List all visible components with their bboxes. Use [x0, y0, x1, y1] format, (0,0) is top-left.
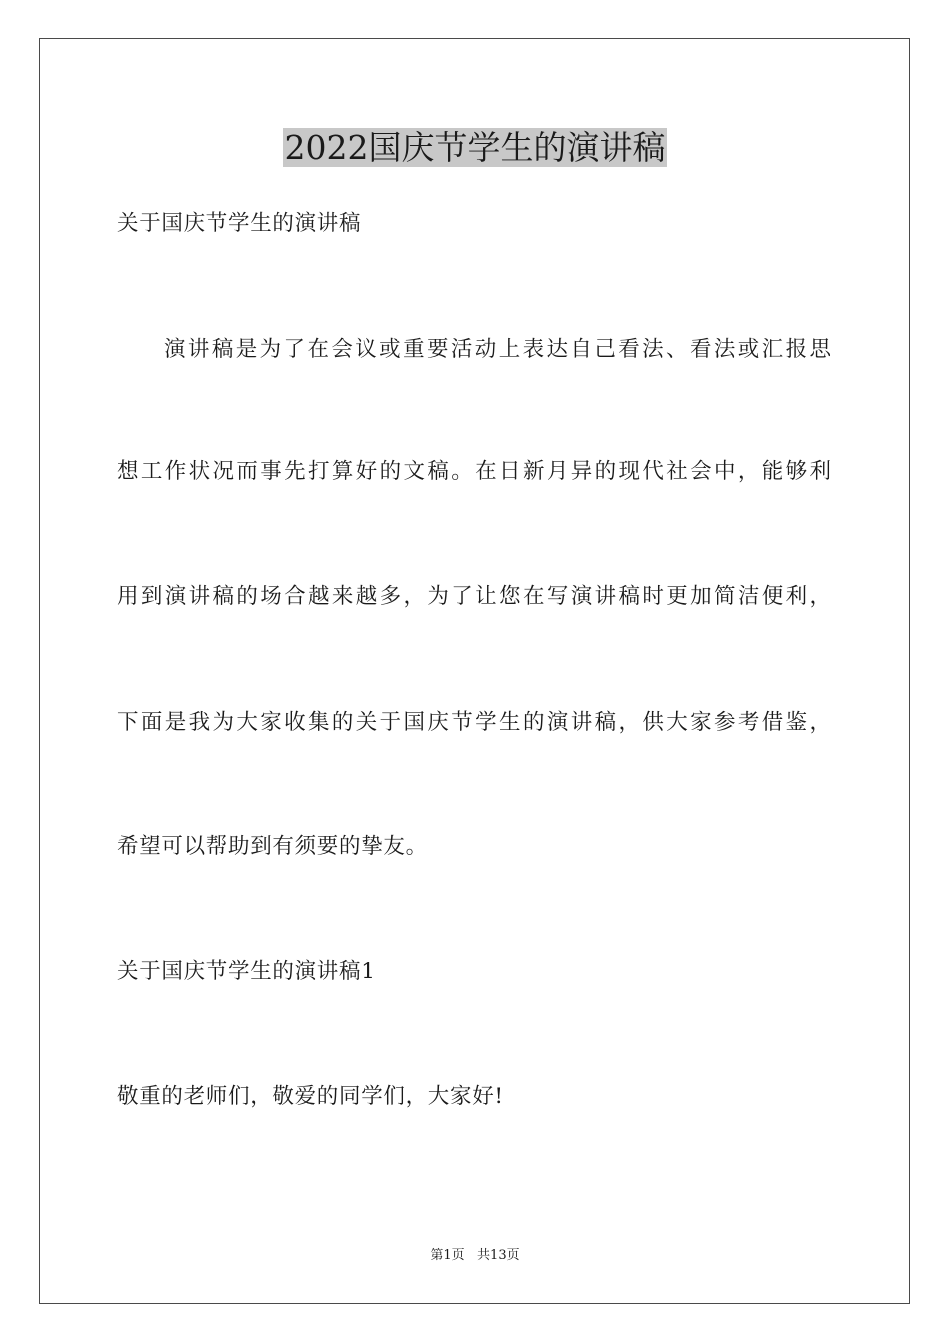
document-title-text: 2022国庆节学生的演讲稿	[284, 128, 666, 167]
paragraph-line: 用到演讲稿的场合越来越多，为了让您在写演讲稿时更加简洁便利，	[117, 584, 831, 609]
paragraph-line: 希望可以帮助到有须要的挚友。	[117, 834, 428, 859]
greeting-line: 敬重的老师们，敬爱的同学们，大家好!	[117, 1084, 504, 1109]
paragraph-line: 想工作状况而事先打算好的文稿。在日新月异的现代社会中，能够利	[117, 459, 831, 484]
document-subtitle: 关于国庆节学生的演讲稿	[117, 211, 362, 236]
document-title	[0, 126, 950, 170]
page-footer: 第1页 共13页	[430, 1248, 520, 1263]
section-heading: 关于国庆节学生的演讲稿1	[117, 959, 376, 984]
paragraph-line: 演讲稿是为了在会议或重要活动上表达自己看法、看法或汇报思	[164, 337, 831, 362]
paragraph-line: 下面是我为大家收集的关于国庆节学生的演讲稿，供大家参考借鉴，	[117, 710, 831, 735]
